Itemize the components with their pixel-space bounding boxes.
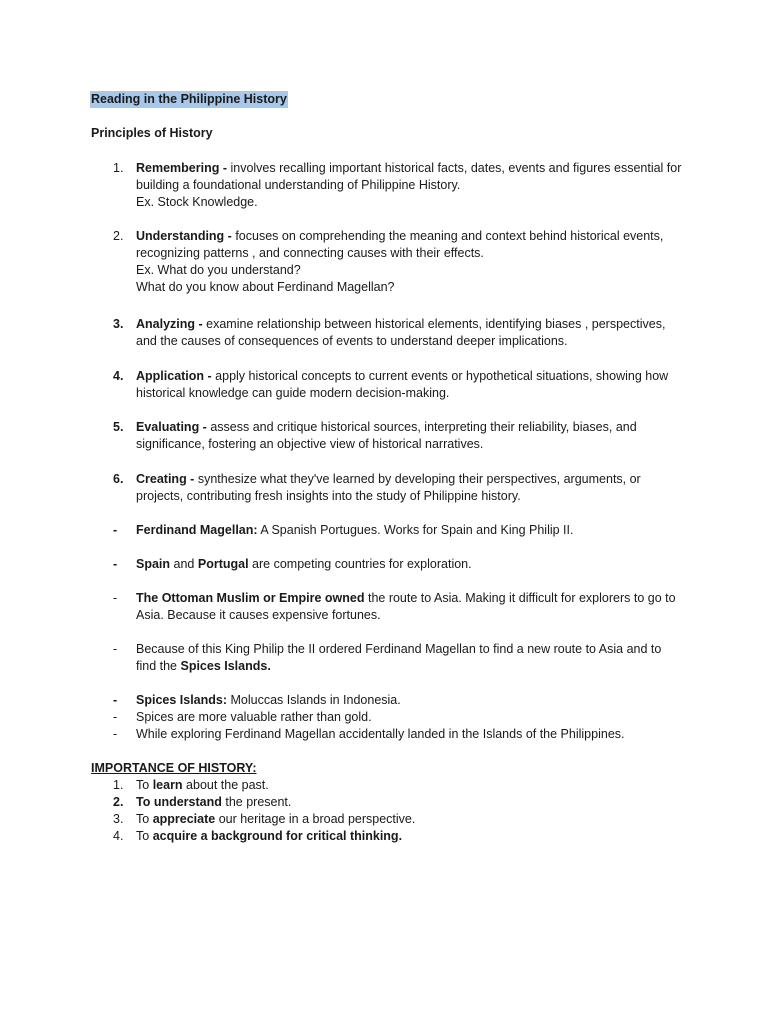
- principle-example: Ex. What do you understand?: [136, 263, 301, 277]
- bullet-dash: -: [113, 727, 118, 741]
- note-text: are competing countries for exploration.: [248, 557, 472, 571]
- principle-text: involves recalling important historical facts, dates, events and figures essential for building a foundational understanding of Philippine History.: [136, 161, 682, 192]
- bullet-dash: -: [113, 591, 118, 605]
- principle-term: Analyzing -: [136, 317, 203, 331]
- list-number: 5.: [113, 420, 124, 434]
- importance-text: our heritage in a broad perspective.: [215, 812, 416, 826]
- principle-term: Understanding -: [136, 229, 232, 243]
- principle-example: What do you know about Ferdinand Magellan?: [136, 280, 395, 294]
- note-landed: [113, 726, 683, 743]
- note-term: Ferdinand Magellan:: [136, 523, 258, 537]
- importance-text: the present.: [221, 795, 292, 809]
- principle-text: apply historical concepts to current events or hypothetical situations, showing how historical knowledge can guide modern decision-making.: [136, 369, 669, 400]
- importance-text: To: [136, 829, 153, 843]
- note-king-philip: [113, 641, 683, 675]
- note-text: Because of this King Philip the II ordered Ferdinand Magellan to find a new route to Asia and to find the: [136, 642, 662, 673]
- list-number: 4.: [113, 369, 124, 383]
- importance-item-1: [113, 777, 683, 794]
- importance-text: about the past.: [182, 778, 269, 792]
- list-number: 6.: [113, 472, 124, 486]
- importance-term: acquire a background for critical thinking.: [152, 829, 403, 843]
- bullet-dash: -: [113, 693, 118, 707]
- note-text: the route to Asia. Making it difficult for explorers to go to Asia. Because it causes expensive fortunes.: [136, 591, 676, 622]
- note-term: The Ottoman Muslim or Empire owned: [136, 591, 365, 605]
- list-number: 3.: [113, 317, 124, 331]
- note-text: and: [170, 557, 198, 571]
- bullet-dash: -: [113, 710, 118, 724]
- importance-term: appreciate: [152, 812, 216, 826]
- note-text: Spices are more valuable rather than gold.: [136, 710, 372, 724]
- note-text: Moluccas Islands in Indonesia.: [227, 693, 401, 707]
- importance-term: To understand: [136, 795, 222, 809]
- principle-text: synthesize what they've learned by developing their perspectives, arguments, or projects, contributing fresh insights into the study of Philippine history.: [136, 472, 641, 503]
- note-text: A Spanish Portugues. Works for Spain and King Philip II.: [257, 523, 574, 537]
- bullet-dash: -: [113, 523, 118, 537]
- list-number: 1.: [113, 161, 124, 175]
- document-title: Reading in the Philippine History: [91, 92, 287, 106]
- bullet-dash: -: [113, 642, 118, 656]
- list-number: 2.: [113, 795, 124, 809]
- principles-heading: Principles of History: [91, 126, 213, 140]
- principle-term: Evaluating -: [136, 420, 207, 434]
- principle-term: Remembering -: [136, 161, 227, 175]
- list-number: 4.: [113, 829, 124, 843]
- list-number: 2.: [113, 229, 124, 243]
- importance-item-3: [113, 811, 683, 828]
- note-magellan: [113, 522, 683, 539]
- importance-text: To: [136, 812, 153, 826]
- principle-example: Ex. Stock Knowledge.: [136, 195, 258, 209]
- note-spices-islands: [113, 692, 683, 709]
- note-text: While exploring Ferdinand Magellan accidentally landed in the Islands of the Philippines.: [136, 727, 625, 741]
- principle-item-2: [113, 228, 683, 296]
- principle-text: focuses on comprehending the meaning and context behind historical events, recognizing patterns , and connecting causes with their effects.: [136, 229, 664, 260]
- note-ottoman: [113, 590, 683, 624]
- note-spain-portugal: [113, 556, 683, 573]
- principle-text: assess and critique historical sources, interpreting their reliability, biases, and significance, fostering an objective view of historical narratives.: [136, 420, 637, 451]
- principle-item-6: [113, 471, 683, 505]
- note-term: Spain: [136, 557, 171, 571]
- principle-term: Creating -: [136, 472, 195, 486]
- note-term: Portugal: [197, 557, 249, 571]
- note-term: Spices Islands:: [136, 693, 228, 707]
- importance-heading: IMPORTANCE OF HISTORY:: [91, 761, 257, 775]
- principle-item-4: [113, 368, 683, 402]
- principle-item-1: [113, 160, 683, 211]
- importance-item-4: [113, 828, 683, 845]
- principle-item-5: [113, 419, 683, 453]
- importance-term: learn: [152, 778, 183, 792]
- note-valuable: [113, 709, 683, 726]
- principle-item-3: [113, 316, 683, 350]
- importance-text: To: [136, 778, 153, 792]
- bullet-dash: -: [113, 557, 118, 571]
- principle-text: examine relationship between historical elements, identifying biases , perspectives, and the causes of consequences of events to understand deeper implications.: [136, 317, 666, 348]
- list-number: 1.: [113, 778, 124, 792]
- list-number: 3.: [113, 812, 124, 826]
- importance-item-2: [113, 794, 683, 811]
- note-term: Spices Islands.: [180, 659, 271, 673]
- principle-term: Application -: [136, 369, 212, 383]
